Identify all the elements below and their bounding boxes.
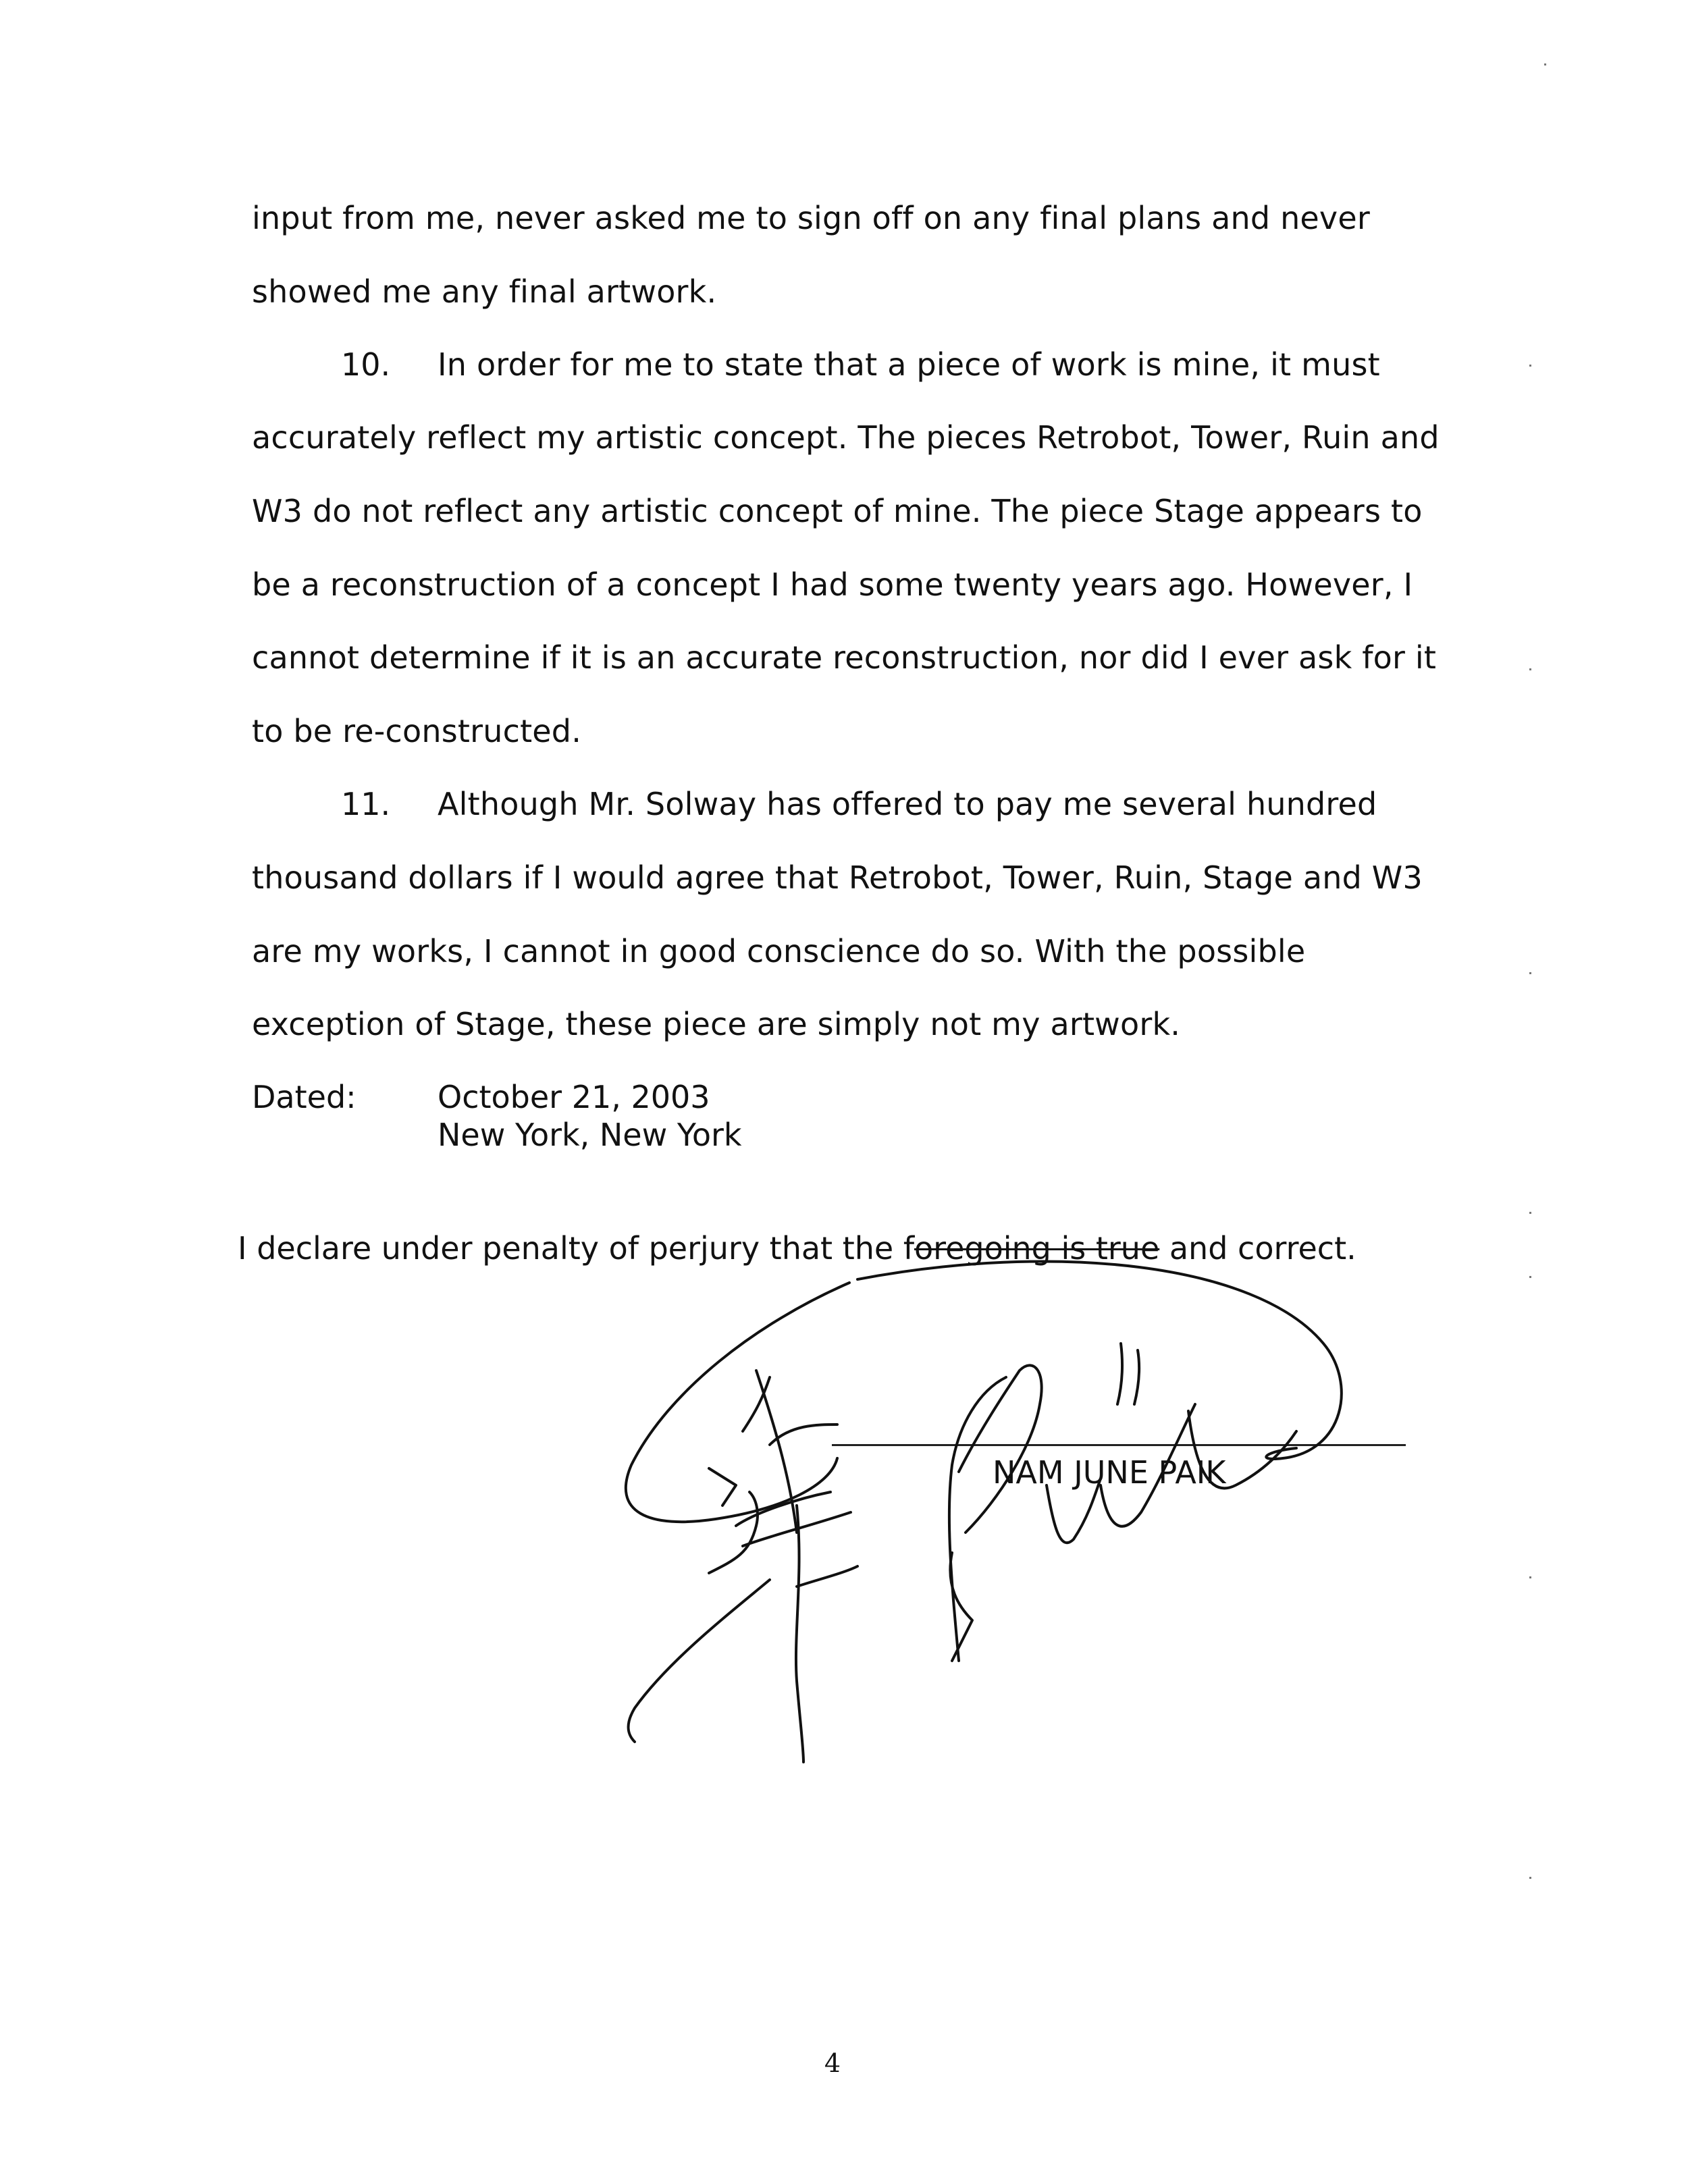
body-line: be a reconstruction of a concept I had some twenty years ago. However, I (252, 566, 1413, 603)
paragraph-number: 10. (341, 346, 391, 383)
signatory-name: NAM JUNE PAIK (993, 1454, 1226, 1491)
perjury-declaration (238, 1229, 1356, 1267)
scan-mark (1529, 668, 1531, 670)
scan-mark (1529, 1576, 1531, 1578)
page-number: 4 (824, 2048, 841, 2078)
scan-mark (1529, 972, 1531, 974)
body-line: cannot determine if it is an accurate reconstruction, nor did I ever ask for it (252, 639, 1437, 676)
scan-mark (1529, 1877, 1531, 1879)
signature-stroke (743, 1377, 770, 1431)
signature-stroke (770, 1424, 837, 1445)
body-line: are my works, I cannot in good conscience do so. With the possible (252, 933, 1306, 969)
signature-stroke (736, 1492, 830, 1526)
paragraph-number: 11. (341, 786, 391, 822)
signature-stroke (1134, 1350, 1139, 1404)
body-line: In order for me to state that a piece of work is mine, it must (438, 346, 1380, 383)
signature-stroke (626, 1283, 849, 1522)
body-line: exception of Stage, these piece are simply not my artwork. (252, 1006, 1181, 1042)
body-line: W3 do not reflect any artistic concept of mine. The piece Stage appears to (252, 493, 1423, 529)
signature-stroke (950, 1553, 972, 1661)
signature-stroke (796, 1506, 803, 1762)
signature-stroke (756, 1370, 797, 1533)
signature-stroke (1117, 1343, 1122, 1404)
dated-label: Dated: (252, 1079, 357, 1115)
signature-stroke (709, 1468, 736, 1506)
dated-date: October 21, 2003 (438, 1079, 710, 1115)
signature-stroke (858, 1261, 1342, 1459)
signature-stroke (797, 1566, 858, 1587)
scan-mark (1544, 63, 1546, 65)
body-line: thousand dollars if I would agree that Retrobot, Tower, Ruin, Stage and W3 (252, 859, 1423, 896)
signature-line (832, 1444, 1406, 1446)
dated-place: New York, New York (438, 1117, 742, 1153)
scan-mark (1529, 1276, 1531, 1278)
signature-stroke (959, 1365, 1042, 1533)
body-line: input from me, never asked me to sign off on any final plans and never (252, 200, 1370, 236)
body-line: showed me any final artwork. (252, 273, 717, 310)
scan-mark (1529, 365, 1531, 367)
declaration-text: and correct. (1159, 1230, 1356, 1267)
struck-text: oregoing is true (914, 1230, 1160, 1267)
body-line: to be re-constructed. (252, 713, 582, 749)
signature-stroke (629, 1580, 770, 1742)
declaration-text: I declare under penalty of perjury that the f (238, 1230, 915, 1267)
body-line: Although Mr. Solway has offered to pay me several hundred (438, 786, 1377, 822)
body-line: accurately reflect my artistic concept. The pieces Retrobot, Tower, Ruin and (252, 419, 1440, 456)
scan-mark (1529, 1212, 1531, 1214)
signature-stroke (743, 1512, 851, 1546)
signature-stroke (949, 1377, 1006, 1661)
signature-stroke (709, 1492, 758, 1573)
